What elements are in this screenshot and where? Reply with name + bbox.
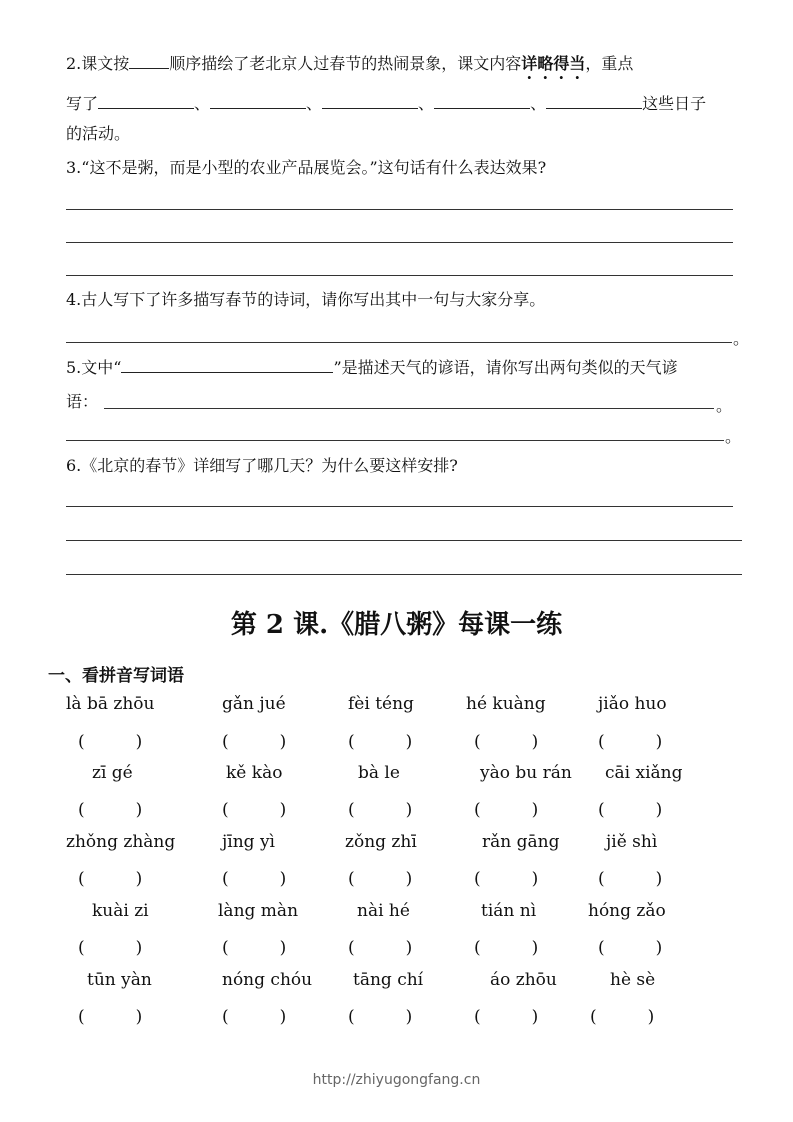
q2-line2-end: 这些日子 xyxy=(642,94,707,113)
q2-separator: 、 xyxy=(418,94,435,113)
q2-separator: 、 xyxy=(306,94,323,113)
pinyin-item: zǒng zhī xyxy=(345,832,417,852)
q4-answer-line[interactable] xyxy=(66,342,732,343)
answer-parentheses[interactable]: ( ) xyxy=(222,732,287,752)
answer-parentheses[interactable]: ( ) xyxy=(474,800,539,820)
answer-parentheses[interactable]: ( ) xyxy=(474,869,539,889)
q2-separator: 、 xyxy=(530,94,547,113)
q5-period: 。 xyxy=(716,396,733,415)
answer-parentheses[interactable]: ( ) xyxy=(598,732,663,752)
answer-parentheses[interactable]: ( ) xyxy=(348,938,413,958)
pinyin-item: nài hé xyxy=(357,901,410,921)
pinyin-item: làng màn xyxy=(218,901,299,921)
pinyin-item: là bā zhōu xyxy=(66,694,155,714)
answer-parentheses[interactable]: ( ) xyxy=(598,938,663,958)
answer-parentheses[interactable]: ( ) xyxy=(590,1007,655,1027)
q5-line2-start: 语： xyxy=(66,392,99,411)
footer-url[interactable]: http://zhiyugongfang.cn xyxy=(312,1072,481,1088)
q5-answer-line[interactable] xyxy=(66,440,724,441)
answer-parentheses[interactable]: ( ) xyxy=(78,800,143,820)
answer-parentheses[interactable]: ( ) xyxy=(222,938,287,958)
pinyin-item: cāi xiǎng xyxy=(605,763,683,783)
q2-end-text: ，重点 xyxy=(585,54,634,73)
q2-emph-char: 详 xyxy=(521,54,538,73)
q2-blank-5[interactable] xyxy=(546,92,642,109)
q6-answer-line[interactable] xyxy=(66,506,733,507)
q5-answer-line[interactable] xyxy=(104,408,714,409)
q6-answer-line[interactable] xyxy=(66,540,742,541)
question-2-line3: 的活动。 xyxy=(66,124,131,143)
q3-answer-line[interactable] xyxy=(66,242,733,243)
section-1-title: 一、看拼音写词语 xyxy=(48,666,184,686)
pinyin-item: áo zhōu xyxy=(490,970,557,990)
answer-parentheses[interactable]: ( ) xyxy=(474,732,539,752)
q3-answer-line[interactable] xyxy=(66,209,733,210)
q6-answer-line[interactable] xyxy=(66,574,742,575)
pinyin-item: kě kào xyxy=(226,763,283,783)
pinyin-item: yào bu rán xyxy=(480,763,572,783)
q2-number-text: 2.课文按 xyxy=(66,54,130,73)
q2-blank-1[interactable] xyxy=(98,92,194,109)
q2-emph-char: 略 xyxy=(537,54,554,73)
q2-emph-char: 当 xyxy=(569,54,586,73)
q2-blank-3[interactable] xyxy=(322,92,418,109)
pinyin-item: zī gé xyxy=(92,763,133,783)
pinyin-item: bà le xyxy=(358,763,400,783)
answer-parentheses[interactable]: ( ) xyxy=(78,1007,143,1027)
pinyin-item: hé kuàng xyxy=(466,694,546,714)
pinyin-item: hóng zǎo xyxy=(588,901,666,921)
pinyin-item: fèi téng xyxy=(348,694,414,714)
question-6-text: 6.《北京的春节》详细写了哪几天？为什么要这样安排? xyxy=(66,456,458,475)
answer-parentheses[interactable]: ( ) xyxy=(78,869,143,889)
pinyin-item: nóng chóu xyxy=(222,970,313,990)
pinyin-item: tāng chí xyxy=(353,970,424,990)
answer-parentheses[interactable]: ( ) xyxy=(474,1007,539,1027)
question-4-text: 4.古人写下了许多描写春节的诗词，请你写出其中一句与大家分享。 xyxy=(66,290,546,309)
q5-period: 。 xyxy=(725,427,742,446)
lesson-title: 第 2 课.《腊八粥》每课一练 xyxy=(230,610,563,640)
answer-parentheses[interactable]: ( ) xyxy=(222,869,287,889)
answer-parentheses[interactable]: ( ) xyxy=(598,800,663,820)
q2-blank-order[interactable] xyxy=(129,52,169,69)
q5-mid-text: ”是描述天气的谚语，请你写出两句类似的天气谚 xyxy=(333,358,678,377)
q2-separator: 、 xyxy=(194,94,211,113)
answer-parentheses[interactable]: ( ) xyxy=(348,800,413,820)
q2-blank-4[interactable] xyxy=(434,92,530,109)
answer-parentheses[interactable]: ( ) xyxy=(348,1007,413,1027)
q2-emph-char: 得 xyxy=(553,54,570,73)
q2-emphasis xyxy=(521,54,585,73)
answer-parentheses[interactable]: ( ) xyxy=(348,869,413,889)
answer-parentheses[interactable]: ( ) xyxy=(222,1007,287,1027)
answer-parentheses[interactable]: ( ) xyxy=(474,938,539,958)
pinyin-item: rǎn gāng xyxy=(482,832,560,852)
q2-blank-2[interactable] xyxy=(210,92,306,109)
answer-parentheses[interactable]: ( ) xyxy=(348,732,413,752)
answer-parentheses[interactable]: ( ) xyxy=(78,938,143,958)
pinyin-item: gǎn jué xyxy=(222,694,286,714)
question-5-line1 xyxy=(66,356,678,378)
pinyin-item: hè sè xyxy=(610,970,656,990)
q2-mid-text: 顺序描绘了老北京人过春节的热闹景象，课文内容 xyxy=(169,54,522,73)
pinyin-item: jiǎo huo xyxy=(598,694,667,714)
pinyin-item: zhǒng zhàng xyxy=(66,832,176,852)
q4-period: 。 xyxy=(733,329,750,348)
q5-blank-proverb[interactable] xyxy=(121,356,333,373)
answer-parentheses[interactable]: ( ) xyxy=(78,732,143,752)
answer-parentheses[interactable]: ( ) xyxy=(598,869,663,889)
pinyin-item: jīng yì xyxy=(222,832,275,852)
q2-line2-start: 写了 xyxy=(66,94,99,113)
pinyin-item: kuài zi xyxy=(92,901,149,921)
pinyin-item: tián nì xyxy=(481,901,537,921)
q5-start-text: 5.文中“ xyxy=(66,358,122,377)
question-3-text: 3.“这不是粥，而是小型的农业产品展览会。”这句话有什么表达效果? xyxy=(66,158,547,177)
question-2-line1 xyxy=(66,52,633,74)
answer-parentheses[interactable]: ( ) xyxy=(222,800,287,820)
pinyin-item: tūn yàn xyxy=(87,970,152,990)
question-2-line2 xyxy=(66,92,706,114)
pinyin-item: jiě shì xyxy=(606,832,658,852)
q3-answer-line[interactable] xyxy=(66,275,733,276)
